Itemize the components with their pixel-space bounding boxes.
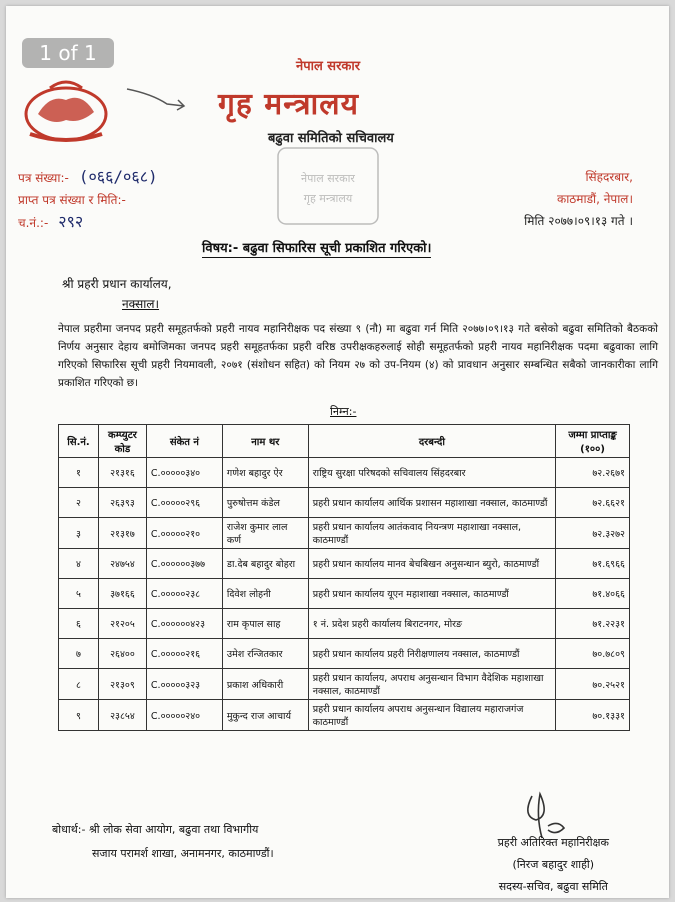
signatory-title: प्रहरी अतिरिक्त महानिरीक्षक [497, 836, 609, 849]
cc-line-1: बोधार्थ:- श्री लोक सेवा आयोग, बढुवा तथा विभागीय [52, 823, 259, 836]
cell-symbol: C.००००००४२३ [146, 609, 222, 639]
location-line-2: काठमाडौं, नेपाल। [556, 192, 633, 206]
header-sn: सि.नं. [59, 425, 99, 458]
cell-sn: ६ [59, 609, 99, 639]
cell-symbol: C.०००००२१० [146, 518, 222, 549]
cell-marks: ७०.७८०९ [556, 639, 630, 669]
letter-meta-right [524, 166, 633, 232]
dispatch-value: २९२ [58, 212, 84, 231]
cell-symbol: C.०००००२३८ [146, 579, 222, 609]
addressee-line-2: नक्साल। [122, 297, 160, 311]
table-row [59, 669, 630, 700]
received-label: प्राप्त पत्र संख्या र मिति:- [18, 193, 126, 207]
cell-marks: ७१.२२३१ [556, 609, 630, 639]
table-row [59, 518, 630, 549]
secretariat-subtitle: बढुवा समितिको सचिवालय [268, 131, 394, 146]
cell-posting: राष्ट्रिय सुरक्षा परिषदको सचिवालय सिंहदरबार [308, 458, 555, 488]
cell-marks: ७२.२६७१ [556, 458, 630, 488]
cell-sn: १ [59, 458, 99, 488]
table-row [59, 609, 630, 639]
cell-posting: प्रहरी प्रधान कार्यालय मानव बेचबिखन अनुसन्धान ब्युरो, काठमाण्डौं [308, 549, 555, 579]
cell-sn: ७ [59, 639, 99, 669]
cell-marks: ७०.२५२१ [556, 669, 630, 700]
letter-date: मिति २०७७।०९।१३ गते । [524, 214, 633, 228]
cell-posting: १ नं. प्रदेश प्रहरी कार्यालय बिराटनगर, मोरङ [308, 609, 555, 639]
signatory-name: (निरज बहादुर शाही) [512, 858, 595, 871]
letter-meta-left [18, 166, 158, 234]
cell-name: गणेश बहादुर ऐर [222, 458, 308, 488]
signatory-block [498, 832, 609, 898]
signatory-role: सदस्य-सचिव, बढुवा समिति [498, 880, 608, 893]
table-row [59, 700, 630, 731]
addressee-line-1: श्री प्रहरी प्रधान कार्यालय, [62, 277, 172, 291]
addressee [62, 274, 172, 314]
ministry-title: गृह मन्त्रालय [218, 87, 360, 122]
document-page [6, 6, 669, 898]
cell-posting: प्रहरी प्रधान कार्यालय अपराध अनुसन्धान विद्यालय महाराजगंज काठमाण्डौं [308, 700, 555, 731]
cell-symbol: C.०००००३४० [146, 458, 222, 488]
cell-code: २६४०० [98, 639, 146, 669]
letter-no-value: (०६६/०६८) [78, 167, 158, 186]
cell-sn: ३ [59, 518, 99, 549]
cell-marks: ७०.१३३१ [556, 700, 630, 731]
cell-name: पुरुषोत्तम कंडेल [222, 488, 308, 518]
cell-posting: प्रहरी प्रधान कार्यालय आतंकवाद नियन्त्रण महाशाखा नक्साल, काठमाण्डौं [308, 518, 555, 549]
body-paragraph: नेपाल प्रहरीमा जनपद प्रहरी समूहतर्फको प्रहरी नायव महानिरीक्षक पद संख्या ९ (नौ) मा बढुवा गर्न मिति २०७७।०९।१३ गते बसेको बढुवा समितिको बैठकको निर्णय अनुसार देहाय बमोजिमका जनपद प्रहरी समूहतर्फका प्रहरी वरिष्ठ उपरीक्षकहरुलाई सोही समूहतर्फको प्रहरी नायव महानिरीक्षक पदमा बढुवाका लागि गरिएको सिफारिस सूची प्रहरी नियमावली, २०७१ (संशोधन सहित) को नियम २७ को उप-नियम (४) को प्रावधान अनुसार सम्बन्धित सबैको जानकारीका लागि प्रकाशित गरिएको छ। [58, 323, 658, 389]
cell-name: मुकुन्द राज आचार्य [222, 700, 308, 731]
cell-symbol: C.०००००२१६ [146, 639, 222, 669]
cell-name: राजेश कुमार लाल कर्ण [222, 518, 308, 549]
header-posting: दरबन्दी [308, 425, 555, 458]
cell-sn: ९ [59, 700, 99, 731]
cell-name: डा.देब बहादुर बोहरा [222, 549, 308, 579]
cell-symbol: C.०००००३२३ [146, 669, 222, 700]
cell-sn: २ [59, 488, 99, 518]
cell-name: प्रकाश अधिकारी [222, 669, 308, 700]
cell-name: राम कृपाल साह [222, 609, 308, 639]
cell-symbol: C.०००००२४० [146, 700, 222, 731]
subject-line: विषय:- बढुवा सिफारिस सूची प्रकाशित गरिएको। [202, 238, 431, 258]
stamp-line-2: गृह मन्त्रालय [303, 192, 353, 205]
cc-line-2: सजाय परामर्श शाखा, अनामनगर, काठमाण्डौं। [92, 847, 274, 860]
cell-sn: ५ [59, 579, 99, 609]
government-heading: नेपाल सरकार [296, 59, 361, 74]
nepal-emblem-icon [20, 74, 112, 144]
table-row [59, 458, 630, 488]
cell-code: २१३१७ [98, 518, 146, 549]
cell-code: २३८५४ [98, 700, 146, 731]
cell-marks: ७१.४०६६ [556, 579, 630, 609]
location-line-1: सिंहदरबार, [585, 170, 633, 184]
table-header-row [59, 425, 630, 458]
page-indicator: 1 of 1 [22, 38, 114, 68]
cell-code: २४७५४ [98, 549, 146, 579]
hand-drawn-arrow [122, 84, 192, 114]
stamp-line-1: नेपाल सरकार [301, 172, 355, 185]
header-symbol: संकेत नं [146, 425, 222, 458]
cell-posting: प्रहरी प्रधान कार्यालय प्रहरी निरीक्षणालय नक्साल, काठमाण्डौं [308, 639, 555, 669]
header-marks: जम्मा प्राप्ताङ्क (१००) [556, 425, 630, 458]
official-stamp [276, 146, 380, 226]
cell-posting: प्रहरी प्रधान कार्यालय आर्थिक प्रशासन महाशाखा नक्साल, काठमाण्डौं [308, 488, 555, 518]
letter-no-label: पत्र संख्या:- [18, 171, 69, 185]
cell-code: ३७१६६ [98, 579, 146, 609]
cell-marks: ७२.६६२१ [556, 488, 630, 518]
table-row [59, 579, 630, 609]
cell-symbol: C.००००००३७७ [146, 549, 222, 579]
cell-name: उमेश रन्जितकार [222, 639, 308, 669]
recommendation-table [58, 424, 630, 731]
cell-code: २१३१६ [98, 458, 146, 488]
table-row [59, 549, 630, 579]
cell-posting: प्रहरी प्रधान कार्यालय, अपराध अनुसन्धान विभाग वैदेशिक महाशाखा नक्साल, काठमाण्डौं [308, 669, 555, 700]
cell-code: २६३९३ [98, 488, 146, 518]
header-code: कम्प्युटर कोड [98, 425, 146, 458]
cell-name: दिवेश लोहनी [222, 579, 308, 609]
cell-posting: प्रहरी प्रधान कार्यालय यूएन महाशाखा नक्साल, काठमाण्डौं [308, 579, 555, 609]
cell-sn: ८ [59, 669, 99, 700]
cell-symbol: C.०००००२९६ [146, 488, 222, 518]
list-heading: निम्न:- [330, 405, 357, 418]
table-row [59, 488, 630, 518]
table-row [59, 639, 630, 669]
cell-marks: ७२.३२७२ [556, 518, 630, 549]
cell-code: २१३०९ [98, 669, 146, 700]
cell-sn: ४ [59, 549, 99, 579]
header-name: नाम थर [222, 425, 308, 458]
cell-code: २१२०५ [98, 609, 146, 639]
dispatch-label: च.नं.:- [18, 216, 49, 230]
cc-block [52, 818, 274, 866]
cell-marks: ७१.६९६६ [556, 549, 630, 579]
